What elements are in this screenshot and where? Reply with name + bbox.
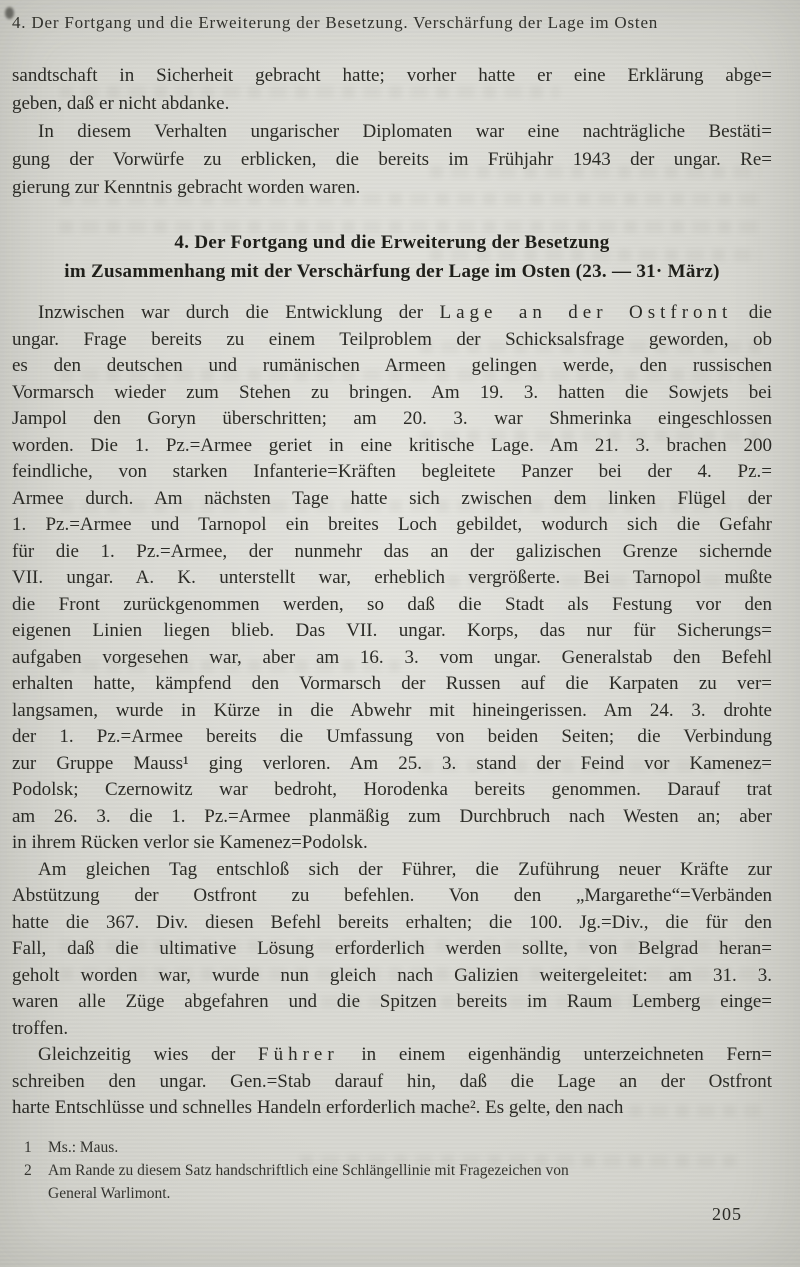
text-line: der 1. Pz.=Armee bereits die Umfassung von beiden Seiten; die Verbindung — [12, 726, 772, 747]
text-line: troffen. — [12, 1017, 69, 1039]
text-line: Abstützung der Ostfront zu befehlen. Von den „Margarethe“=Verbänden — [12, 885, 772, 906]
footnote — [12, 1159, 772, 1205]
paragraph — [12, 118, 772, 202]
text-line: für die 1. Pz.=Armee, der nunmehr das an der galizischen Grenze sichernde — [12, 540, 772, 562]
text-line: General Warlimont. — [48, 1184, 171, 1202]
text-line: es den deutschen und rumänischen Armeen gelingen werde, den russischen — [12, 355, 772, 376]
section-heading-line2: im Zusammenhang mit der Verschärfung der Lage im Osten (23. — 31· März) — [64, 261, 720, 282]
paragraph — [12, 300, 772, 857]
text-line: Ms.: Maus. — [48, 1138, 119, 1156]
footnote-text — [48, 1159, 772, 1205]
text-line: sandtschaft in Sicherheit gebracht hatte; vorher hatte er eine Erklärung abge= — [12, 65, 772, 86]
text-line: feindliche, von starken Infanterie=Kräften begleitete Panzer bei der 4. Pz.= — [12, 461, 772, 482]
text-line: schreiben den ungar. Gen.=Stab darauf hin, daß die Lage an der Ostfront — [12, 1070, 772, 1092]
text-line: Am Rande zu diesem Satz handschriftlich eine Schlängellinie mit Fragezeichen von — [48, 1161, 569, 1179]
text-segment: Gleichzeitig wies der — [38, 1044, 259, 1065]
page-content — [12, 0, 772, 1205]
text-line: gierung zur Kenntnis gebracht worden waren. — [12, 177, 361, 198]
text-line: in ihrem Rücken verlor sie Kamenez=Podolsk. — [12, 832, 368, 853]
section-heading-line1: 4. Der Fortgang und die Erweiterung der Besetzung — [174, 232, 610, 253]
text-segment: in einem eigenhändig unterzeichneten Fern= — [338, 1044, 772, 1065]
text-segment: Inzwischen war durch die Entwicklung der — [38, 302, 440, 323]
text-line — [12, 300, 772, 327]
text-line: aufgaben vorgesehen war, aber am 16. 3. vom ungar. Generalstab den Befehl — [12, 646, 772, 668]
text-line: Vormarsch wieder zum Stehen zu bringen. Am 19. 3. hatten die Sowjets bei — [12, 381, 772, 403]
letterspaced-text: Lage an der Ostfront — [439, 302, 733, 323]
paragraph — [12, 1042, 772, 1122]
footnote — [12, 1136, 772, 1159]
text-line: geholt worden war, wurde nun gleich nach Galizien weitergeleitet: am 31. 3. — [12, 964, 772, 986]
footnote-number: 2 — [24, 1161, 32, 1179]
text-line: erhalten hatte, kämpfend den Vormarsch der Russen auf die Karpaten zu ver= — [12, 673, 772, 694]
text-line: gung der Vorwürfe zu erblicken, die bereits im Frühjahr 1943 der ungar. Re= — [12, 149, 772, 170]
text-line: die Front zurückgenommen werden, so daß die Stadt als Festung vor den — [12, 593, 772, 615]
text-line: langsamen, wurde in Kürze in die Abwehr mit hineingerissen. Am 24. 3. drohte — [12, 699, 772, 721]
section-heading — [12, 228, 772, 286]
text-line: waren alle Züge abgefahren und die Spitzen bereits im Raum Lemberg einge= — [12, 991, 772, 1012]
text-line: geben, daß er nicht abdanke. — [12, 93, 230, 114]
text-line: Am gleichen Tag entschloß sich der Führer, die Zuführung neuer Kräfte zur — [38, 858, 772, 880]
text-line: zur Gruppe Mauss¹ ging verloren. Am 25. 3. stand der Feind vor Kamenez= — [12, 752, 772, 774]
text-line: worden. Die 1. Pz.=Armee geriet in eine kritische Lage. Am 21. 3. brachen 200 — [12, 434, 772, 456]
paragraph-continuation — [12, 62, 772, 118]
text-line: Fall, daß die ultimative Lösung erforderlich werden sollte, von Belgrad heran= — [12, 938, 772, 959]
text-line: Armee durch. Am nächsten Tage hatte sich zwischen dem linken Flügel der — [12, 487, 772, 509]
text-line: hatte die 367. Div. diesen Befehl bereits erhalten; die 100. Jg.=Div., die für den — [12, 911, 772, 933]
text-line: 1. Pz.=Armee und Tarnopol ein breites Loch gebildet, wodurch sich die Gefahr — [12, 514, 772, 535]
text-line: Jampol den Goryn überschritten; am 20. 3. war Shmerinka eingeschlossen — [12, 408, 772, 429]
paragraph — [12, 857, 772, 1043]
text-line: Podolsk; Czernowitz war bedroht, Horodenka bereits genommen. Darauf trat — [12, 779, 772, 800]
text-line: In diesem Verhalten ungarischer Diplomaten war eine nachträgliche Bestäti= — [38, 121, 772, 142]
footnote-number: 1 — [24, 1138, 32, 1156]
text-line: harte Entschlüsse und schnelles Handeln erforderlich mache². Es gelte, den nach — [12, 1097, 624, 1118]
running-head: 4. Der Fortgang und die Erweiterung der Besetzung. Verschärfung der Lage im Osten — [12, 13, 659, 32]
footnote-text — [48, 1136, 772, 1159]
footnotes-block — [12, 1136, 772, 1205]
text-line: VII. ungar. A. K. unterstellt war, erheblich vergrößerte. Bei Tarnopol mußte — [12, 567, 772, 588]
text-line: ungar. Frage bereits zu einem Teilproblem der Schicksalsfrage geworden, ob — [12, 328, 772, 350]
text-segment: die — [732, 302, 772, 323]
letterspaced-text: Führer — [258, 1044, 339, 1065]
text-line — [12, 1042, 772, 1069]
text-line: am 26. 3. die 1. Pz.=Armee planmäßig zum Durchbruch nach Westen an; aber — [12, 805, 772, 827]
page-number: 205 — [712, 1204, 742, 1224]
text-line: eigenen Linien liegen blieb. Das VII. ungar. Korps, das nur für Sicherungs= — [12, 620, 772, 641]
